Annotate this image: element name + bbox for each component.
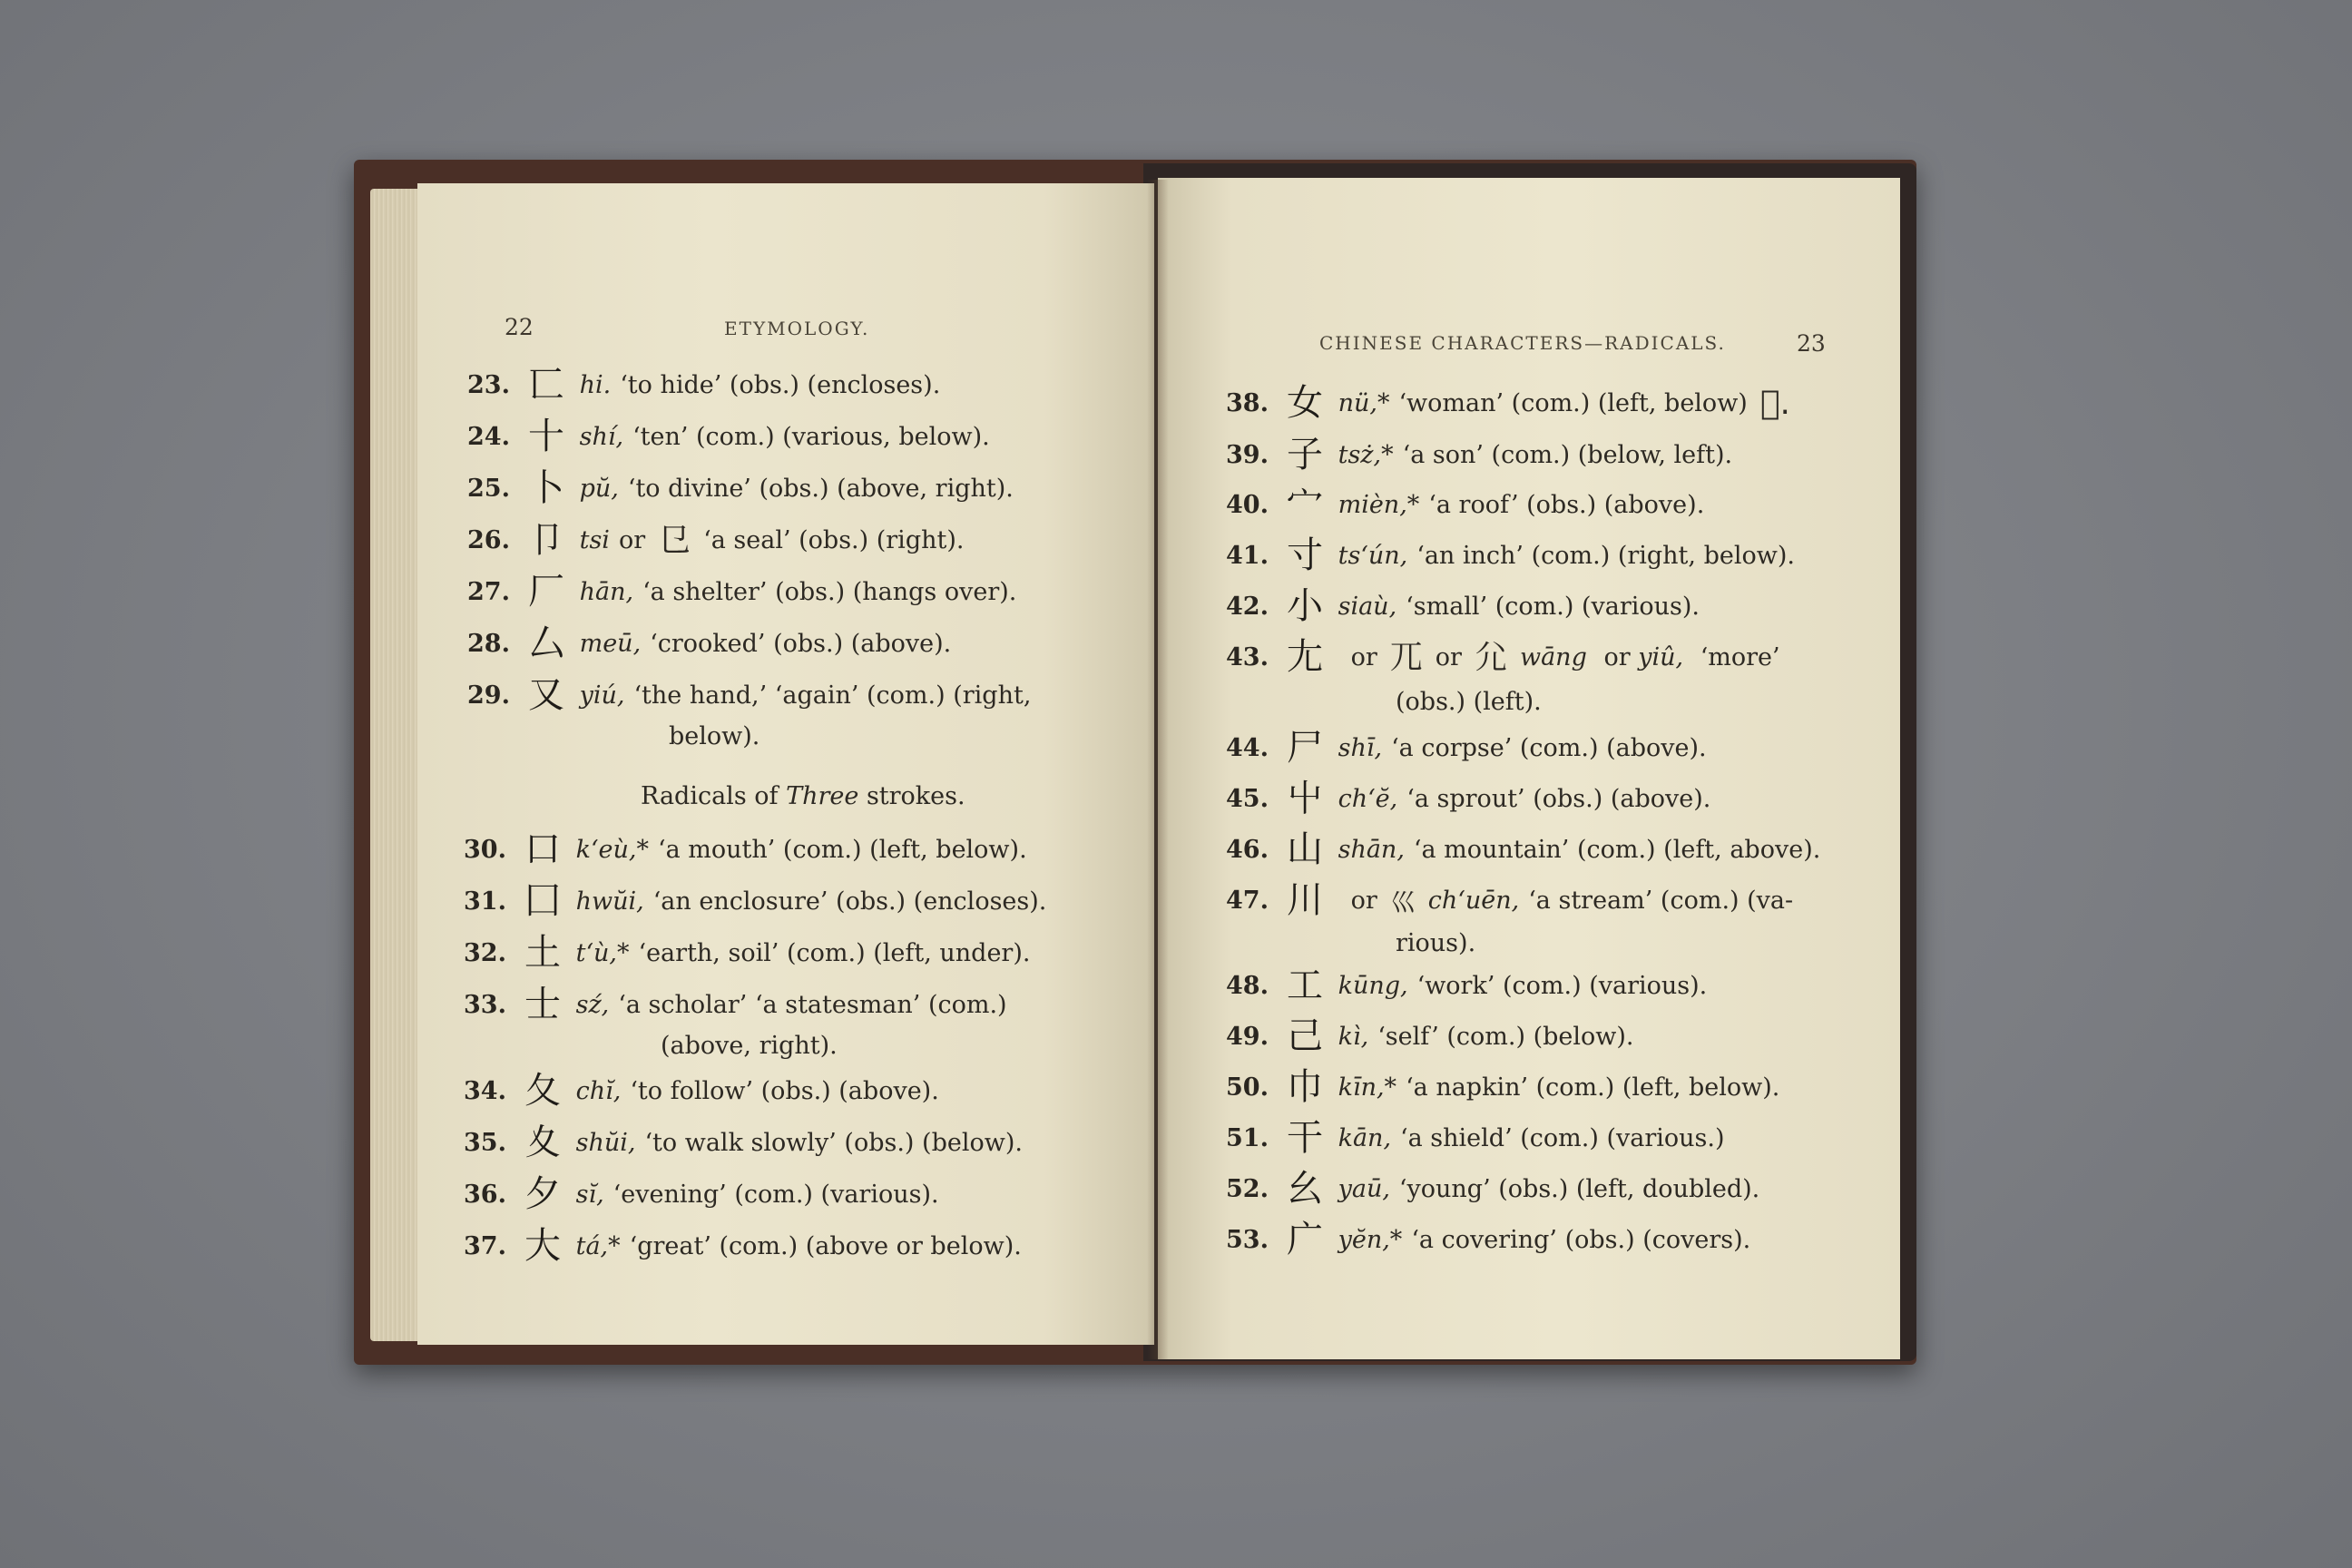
romanization: hwŭi, (575, 887, 644, 916)
alt-char: 㔾 (658, 522, 691, 559)
entry-30 (450, 828, 1027, 872)
entry-29-continuation: below). (669, 722, 760, 750)
entry-text: ‘a son’ (com.) (below, left). (1402, 441, 1733, 469)
entry-text: ‘a shelter’ (obs.) (hangs over). (642, 578, 1017, 606)
entry-text: ‘a mountain’ (com.) (left, above). (1413, 836, 1821, 864)
section-heading (641, 782, 965, 810)
radical-char: 寸 (1287, 534, 1323, 576)
romanization: hān, (579, 578, 634, 606)
entry-number: 28. (467, 630, 510, 658)
entry-text: ‘an inch’ (com.) (right, below). (1416, 542, 1795, 570)
romanization: shí, (579, 423, 624, 451)
radical-char: 十 (528, 416, 564, 457)
alt-char: 𡚤. (1759, 385, 1790, 422)
romanization: yaū, (1338, 1175, 1390, 1203)
romanization: tsż,* (1338, 441, 1394, 469)
radical-char: 巾 (1287, 1066, 1323, 1108)
entry-text: ‘a sprout’ (obs.) (above). (1406, 785, 1711, 813)
entry-text: ‘an enclosure’ (obs.) (encloses). (652, 887, 1047, 916)
entry-number: 37. (464, 1232, 506, 1260)
entry-number: 49. (1226, 1023, 1269, 1051)
entry-40 (1212, 483, 1704, 527)
entry-text: ‘a seal’ (obs.) (right). (703, 526, 965, 554)
entry-25 (454, 466, 1014, 511)
or-word: or (618, 526, 646, 554)
radical-char: 囗 (524, 880, 561, 922)
romanization: chĭ, (575, 1077, 622, 1105)
entry-41 (1212, 534, 1795, 578)
or-word: or (1435, 643, 1462, 671)
entry-32 (450, 931, 1030, 975)
radical-char: 工 (1287, 965, 1323, 1006)
entry-29 (454, 673, 1031, 718)
entry-number: 31. (464, 887, 506, 916)
page-number-right: 23 (1797, 330, 1826, 357)
entry-number: 51. (1226, 1124, 1269, 1152)
radical-char: 小 (1287, 585, 1323, 627)
entry-number: 44. (1226, 734, 1269, 762)
radical-char: 干 (1287, 1117, 1323, 1159)
entry-text: ‘small’ (com.) (various). (1406, 593, 1700, 621)
entry-number: 25. (467, 475, 510, 503)
romanization: ts‘ún, (1338, 542, 1408, 570)
alt-char: 巛 (1389, 887, 1416, 917)
radical-char: 幺 (1287, 1168, 1323, 1210)
romanization: tá,* (575, 1232, 621, 1260)
radical-char: 广 (1287, 1219, 1323, 1260)
romanization: wāng (1519, 643, 1587, 671)
entry-text: ‘the hand,’ ‘again’ (com.) (right, (633, 681, 1032, 710)
entry-text: ‘evening’ (com.) (various). (612, 1181, 939, 1209)
entry-27 (454, 570, 1016, 614)
romanization: tsi (579, 526, 610, 554)
romanization: yiû, (1638, 643, 1684, 671)
romanization: shŭi, (575, 1129, 636, 1157)
romanization: yĕn,* (1338, 1226, 1403, 1254)
romanization: kì, (1338, 1023, 1369, 1051)
entry-43-continuation: (obs.) (left). (1396, 688, 1542, 716)
radical-char: 厂 (528, 571, 564, 612)
entry-number: 33. (464, 991, 506, 1019)
radical-char: 卩 (528, 519, 564, 561)
entry-number: 36. (464, 1181, 506, 1209)
entry-text: ‘a napkin’ (com.) (left, below). (1406, 1073, 1780, 1102)
entry-number: 24. (467, 423, 510, 451)
entry-number: 26. (467, 526, 510, 554)
radical-char: 夕 (524, 1173, 561, 1215)
romanization: sź, (575, 991, 610, 1019)
romanization: shī, (1338, 734, 1383, 762)
radical-char: 山 (1287, 828, 1323, 870)
section-heading-italic: Three (786, 782, 859, 810)
entry-number: 27. (467, 578, 510, 606)
entry-number: 32. (464, 939, 506, 967)
entry-number: 38. (1226, 389, 1269, 417)
entry-text: ‘to follow’ (obs.) (above). (630, 1077, 939, 1105)
radical-char: 厶 (528, 622, 564, 664)
romanization: hi. (579, 371, 612, 399)
entry-number: 53. (1226, 1226, 1269, 1254)
entry-text: ‘young’ (obs.) (left, doubled). (1398, 1175, 1760, 1203)
entry-number: 47. (1226, 887, 1269, 915)
entry-number: 52. (1226, 1175, 1269, 1203)
entry-38 (1212, 381, 1803, 426)
entry-23 (454, 363, 940, 407)
page-number-left: 22 (505, 314, 534, 340)
entry-31 (450, 879, 1046, 924)
entry-46 (1212, 828, 1820, 872)
entry-text: ‘a shield’ (com.) (various.) (1400, 1124, 1725, 1152)
romanization: yiú, (579, 681, 625, 710)
romanization: kīn,* (1338, 1073, 1397, 1102)
entry-number: 35. (464, 1129, 506, 1157)
radical-char: 卜 (528, 467, 564, 509)
or-word: or (1350, 643, 1377, 671)
entry-text: ‘great’ (com.) (above or below). (629, 1232, 1022, 1260)
entry-text: ‘to walk slowly’ (obs.) (below). (644, 1129, 1023, 1157)
entry-50 (1212, 1065, 1779, 1110)
running-head-right: CHINESE CHARACTERS—RADICALS. (1319, 332, 1726, 354)
radical-char: 夂 (524, 1070, 561, 1112)
romanization: k‘eù,* (575, 836, 649, 864)
entry-text: ‘more’ (1700, 643, 1780, 671)
entry-text: ‘to divine’ (obs.) (above, right). (627, 475, 1014, 503)
radical-char: 口 (524, 828, 561, 870)
entry-text: ‘ten’ (com.) (various, below). (632, 423, 990, 451)
entry-26 (454, 518, 964, 563)
entry-42 (1212, 584, 1700, 629)
or-word: or (1603, 643, 1631, 671)
entry-text: ‘self’ (com.) (below). (1377, 1023, 1634, 1051)
alt-char: 尣 (1474, 639, 1507, 676)
radical-char: 匸 (528, 364, 564, 406)
radical-char: 尸 (1287, 727, 1323, 769)
entry-number: 23. (467, 371, 510, 399)
left-page (417, 183, 1154, 1345)
romanization: kān, (1338, 1124, 1392, 1152)
entry-text: ‘crooked’ (obs.) (above). (650, 630, 952, 658)
entry-text: ‘a roof’ (obs.) (above). (1428, 491, 1705, 519)
entry-number: 29. (467, 681, 510, 710)
entry-24 (454, 415, 990, 459)
romanization: t‘ù,* (575, 939, 630, 967)
entry-47 (1212, 878, 1793, 925)
entry-number: 39. (1226, 441, 1269, 469)
alt-char: 兀 (1389, 639, 1423, 676)
entry-number: 43. (1226, 643, 1269, 671)
entry-47-continuation: rious). (1396, 929, 1476, 957)
radical-char: 川 (1287, 879, 1323, 921)
entry-33-continuation: (above, right). (661, 1032, 838, 1060)
entry-52 (1212, 1167, 1759, 1211)
entry-number: 30. (464, 836, 506, 864)
romanization: nü,* (1338, 389, 1390, 417)
section-heading-pre: Radicals of (641, 782, 787, 810)
running-head-left: ETYMOLOGY. (724, 318, 870, 339)
radical-char: 士 (524, 984, 561, 1025)
romanization: ch‘uēn, (1427, 887, 1520, 915)
radical-char: 又 (528, 674, 564, 716)
entry-text: ‘earth, soil’ (com.) (left, under). (638, 939, 1031, 967)
entry-48 (1212, 964, 1707, 1008)
entry-text: ‘a scholar’ ‘a statesman’ (com.) (618, 991, 1007, 1019)
radical-char: 宀 (1287, 484, 1323, 525)
entry-28 (454, 622, 951, 666)
entry-33 (450, 983, 1007, 1027)
entry-51 (1212, 1116, 1725, 1161)
entry-number: 40. (1226, 491, 1269, 519)
entry-number: 46. (1226, 836, 1269, 864)
entry-text: ‘a mouth’ (com.) (left, below). (658, 836, 1027, 864)
entry-number: 42. (1226, 593, 1269, 621)
section-heading-post: strokes. (858, 782, 965, 810)
entry-number: 34. (464, 1077, 506, 1105)
radical-char: 己 (1287, 1015, 1323, 1057)
radical-char: 屮 (1287, 778, 1323, 819)
entry-text: ‘a corpse’ (com.) (above). (1391, 734, 1707, 762)
radical-char: 夊 (524, 1122, 561, 1163)
radical-char: 子 (1287, 434, 1323, 475)
entry-45 (1212, 777, 1710, 821)
entry-number: 50. (1226, 1073, 1269, 1102)
entry-36 (450, 1172, 939, 1217)
radical-char: 尢 (1287, 636, 1323, 678)
romanization: shān, (1338, 836, 1405, 864)
romanization: pŭ, (579, 475, 619, 503)
romanization: siaù, (1338, 593, 1397, 621)
entry-44 (1212, 726, 1707, 770)
entry-35 (450, 1121, 1023, 1165)
radical-char: 女 (1287, 382, 1323, 424)
entry-49 (1212, 1014, 1634, 1059)
entry-37 (450, 1224, 1022, 1269)
romanization: sĭ, (575, 1181, 604, 1209)
romanization: kūng, (1338, 972, 1408, 1000)
entry-39 (1212, 433, 1732, 477)
radical-char: 大 (524, 1225, 561, 1267)
entry-53 (1212, 1218, 1750, 1262)
entry-43 (1212, 635, 1780, 680)
book-gutter (1147, 180, 1169, 1359)
entry-text: ‘work’ (com.) (various). (1416, 972, 1708, 1000)
or-word: or (1350, 887, 1377, 915)
entry-text: ‘woman’ (com.) (left, below) (1398, 389, 1748, 417)
romanization: meū, (579, 630, 642, 658)
romanization: mièn,* (1338, 491, 1420, 519)
radical-char: 土 (524, 932, 561, 974)
entry-number: 45. (1226, 785, 1269, 813)
romanization: ch‘ĕ, (1338, 785, 1398, 813)
page-edges (370, 189, 425, 1341)
entry-text: ‘a covering’ (obs.) (covers). (1411, 1226, 1751, 1254)
entry-34 (450, 1069, 939, 1113)
entry-text: ‘to hide’ (obs.) (encloses). (620, 371, 941, 399)
entry-number: 48. (1226, 972, 1269, 1000)
entry-text: ‘a stream’ (com.) (va- (1528, 887, 1794, 915)
entry-number: 41. (1226, 542, 1269, 570)
